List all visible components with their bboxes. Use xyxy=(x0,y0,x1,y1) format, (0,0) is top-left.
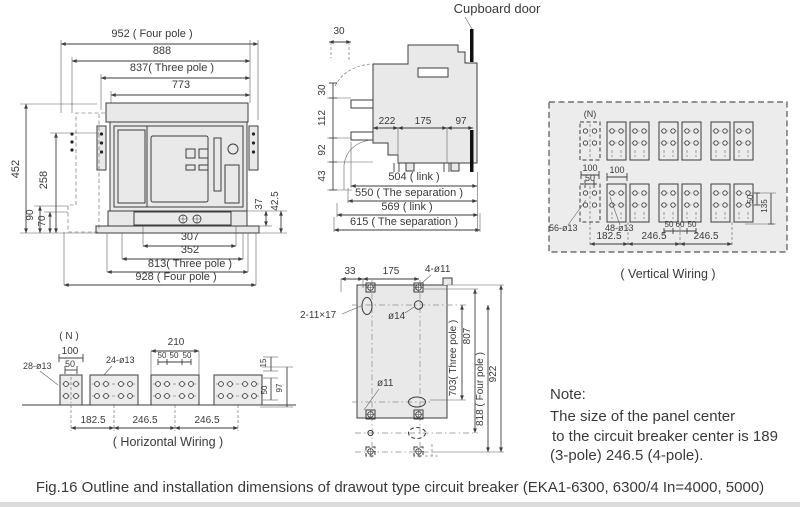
dim-37: 37 xyxy=(254,198,265,210)
dim-97-horizontal: 97 xyxy=(275,383,284,393)
dim-773: 773 xyxy=(171,79,191,91)
terminal-stub-lower xyxy=(351,132,373,140)
dim-818-four-pole: 818 ( Four pole ) xyxy=(475,352,486,426)
dim-50-n-vertical: 50 xyxy=(584,173,596,183)
note-title: Note: xyxy=(550,386,586,403)
dim-550-separation: 550 ( The separation ) xyxy=(354,187,464,199)
dim-15-horizontal: 15 xyxy=(259,358,268,368)
dim-30-left: 30 xyxy=(317,84,328,96)
dim-807: 807 xyxy=(462,327,473,345)
dim-60-vertical: 60 xyxy=(675,220,685,229)
dim-922: 922 xyxy=(488,365,499,383)
dim-50a-vertical: 50 xyxy=(664,220,674,229)
dim-92: 92 xyxy=(317,144,328,156)
label-2-11x17: 2-11×17 xyxy=(300,310,337,321)
dim-100-n-vertical: 100 xyxy=(582,163,598,173)
breaker-front-body xyxy=(96,103,259,233)
dim-615-separation: 615 ( The separation ) xyxy=(349,216,459,228)
note-line3: (3-pole) 246.5 (4-pole). xyxy=(550,447,704,464)
dim-50c-horizontal: 50 xyxy=(182,351,192,360)
horizontal-wiring-view xyxy=(22,331,296,449)
dim-569-link: 569 ( link ) xyxy=(381,201,433,213)
dim-135-vertical: 135 xyxy=(760,199,769,213)
note-line1: The size of the panel center xyxy=(550,408,736,425)
dim-452: 452 xyxy=(10,159,22,179)
dim-175-side: 175 xyxy=(414,116,432,127)
note-block xyxy=(550,386,778,464)
dim-90: 90 xyxy=(25,209,36,221)
dim-813-three-pole: 813( Three pole ) xyxy=(147,258,233,270)
dim-50a-horizontal: 50 xyxy=(157,351,167,360)
cupboard-door-bar-top xyxy=(470,29,474,62)
dim-952-four-pole: 952 ( Four pole ) xyxy=(111,28,193,40)
vertical-wiring-view xyxy=(549,102,787,281)
front-view xyxy=(10,28,287,285)
dim-50b-horizontal: 50 xyxy=(169,351,179,360)
dim-112: 112 xyxy=(317,110,328,126)
dim-928-four-pole: 928 ( Four pole ) xyxy=(135,271,217,283)
dim-210-horizontal: 210 xyxy=(167,337,185,348)
label-48-holes: 48-ø13 xyxy=(605,223,634,233)
vertical-wiring-caption: ( Vertical Wiring ) xyxy=(620,267,716,281)
horizontal-wiring-caption: ( Horizontal Wiring ) xyxy=(112,435,224,449)
label-o14: ø14 xyxy=(388,311,406,322)
dim-182-5-horizontal: 182.5 xyxy=(80,415,106,426)
dim-246-5a-vertical: 246.5 xyxy=(641,231,667,242)
dim-70: 70 xyxy=(37,215,48,227)
dim-246-5b-horizontal: 246.5 xyxy=(194,415,220,426)
n-pole-label-horizontal: ( N ) xyxy=(59,331,79,342)
dim-352: 352 xyxy=(180,244,200,256)
dim-703-three-pole: 703( Three pole ) xyxy=(448,319,459,397)
dim-97-side: 97 xyxy=(455,116,467,127)
dim-33-mounting: 33 xyxy=(344,266,356,277)
dim-43: 43 xyxy=(317,170,328,182)
label-o11: ø11 xyxy=(377,378,394,389)
label-24-holes: 24-ø13 xyxy=(106,355,135,365)
dim-246-5b-vertical: 246.5 xyxy=(693,231,719,242)
dim-504-link: 504 ( link ) xyxy=(388,171,440,183)
dim-42-5: 42.5 xyxy=(270,191,281,211)
dim-175-mounting: 175 xyxy=(382,266,400,277)
dim-100-vertical: 100 xyxy=(609,165,625,175)
dim-50-horizontal: 50 xyxy=(64,359,76,369)
label-4-o11: 4-ø11 xyxy=(425,264,451,275)
dim-50-right-horizontal: 50 xyxy=(260,385,269,395)
cropped-next-row-artifact xyxy=(0,502,800,507)
dim-182-5-vertical: 182.5 xyxy=(596,231,622,242)
dim-888: 888 xyxy=(152,45,172,57)
horizontal-terminal-blocks xyxy=(22,375,296,405)
dim-246-5a-horizontal: 246.5 xyxy=(132,415,158,426)
dim-837-three-pole: 837( Three pole ) xyxy=(129,62,215,74)
note-line2: to the circuit breaker center is 189 xyxy=(552,428,778,445)
cupboard-door-bar-bottom xyxy=(470,130,474,172)
figure-caption: Fig.16 Outline and installation dimensions of drawout type circuit breaker (EKA1-6300, 6300/4 In=4000, 5000) xyxy=(35,479,765,496)
dim-100-horizontal: 100 xyxy=(61,346,79,357)
dim-30-top: 30 xyxy=(333,26,345,37)
dim-222: 222 xyxy=(378,116,396,127)
dim-50-right-vertical: 50 xyxy=(746,194,755,204)
breaker-side-body xyxy=(373,45,477,163)
n-pole-label-vertical: (N) xyxy=(583,109,597,119)
dim-258: 258 xyxy=(38,170,50,190)
terminal-stub-upper xyxy=(351,100,373,108)
dim-307: 307 xyxy=(180,231,200,243)
dim-50b-vertical: 50 xyxy=(687,220,697,229)
label-28-holes: 28-ø13 xyxy=(23,361,52,371)
label-56-holes: 56-ø13 xyxy=(549,223,578,233)
side-view xyxy=(317,1,541,232)
mounting-plate-view xyxy=(300,264,504,458)
cupboard-door-label: Cupboard door xyxy=(453,1,541,16)
